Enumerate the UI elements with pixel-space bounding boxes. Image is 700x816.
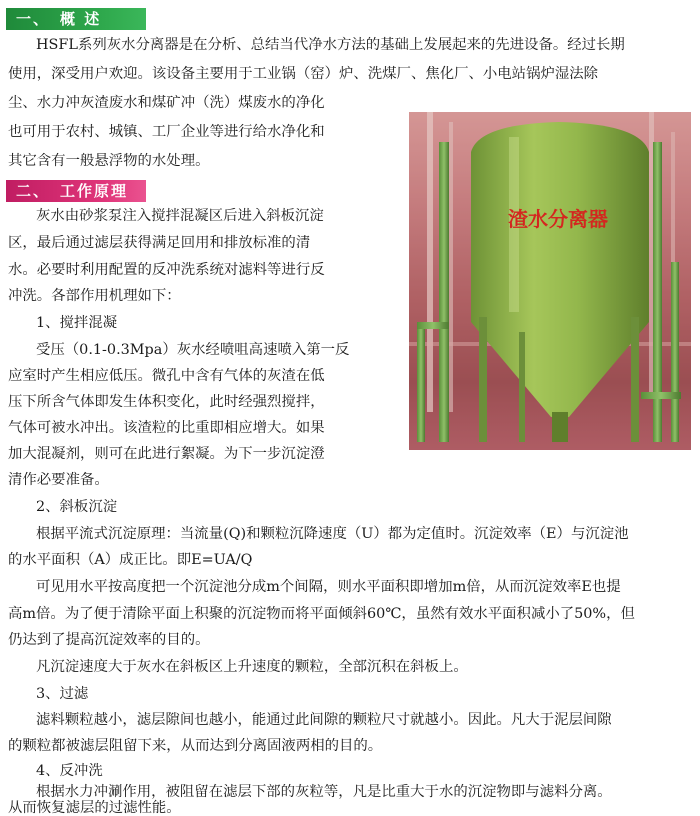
- section-heading-overview: [6, 8, 146, 30]
- settling-line: 仍达到了提高沉淀效率的目的。: [8, 632, 210, 648]
- overview-line: 尘、水力冲灰渣废水和煤矿冲（洗）煤废水的净化: [8, 95, 325, 111]
- overview-line: 也可用于农村、城镇、工厂企业等进行给水净化和: [8, 124, 325, 140]
- overview-line: HSFL系列灰水分离器是在分析、总结当代净水方法的基础上发展起来的先进设备。经过长期: [36, 37, 625, 53]
- subsection-title-backwash: 4、反冲洗: [36, 763, 103, 779]
- settling-line: 可见用水平按高度把一个沉淀池分成m个间隔，则水平面积即增加m倍，从而沉淀效率E也提: [36, 579, 621, 595]
- mixing-line: 加大混凝剂，则可在此进行絮凝。为下一步沉淀澄: [8, 446, 325, 462]
- section-number: 一、: [16, 10, 51, 28]
- settling-line: 高m倍。为了便于清除平面上积聚的沉淀物而将平面倾斜60℃，虽然有效水平面积减小了50%，但: [8, 606, 635, 622]
- principle-intro-line: 灰水由砂浆泵注入搅拌混凝区后进入斜板沉淀: [36, 208, 324, 224]
- principle-intro-line: 水。必要时利用配置的反冲洗系统对滤料等进行反: [8, 262, 325, 278]
- filtering-line: 滤料颗粒越小，滤层隙间也越小，能通过此间隙的颗粒尺寸就越小。因此。凡大于泥层间隙: [36, 712, 612, 728]
- overview-line: 使用，深受用户欢迎。该设备主要用于工业锅（窑）炉、洗煤厂、焦化厂、小电站锅炉湿法除: [8, 66, 599, 82]
- subsection-title-settling: 2、斜板沉淀: [36, 499, 118, 515]
- separator-tank-illustration: [409, 112, 691, 450]
- section-title: 概 述: [60, 10, 102, 28]
- section-title: 工作原理: [60, 182, 129, 200]
- backwash-line: 根据水力冲涮作用，被阻留在滤层下部的灰粒等，凡是比重大于水的沉淀物即与滤料分离。: [36, 784, 612, 800]
- mixing-line: 压下所含气体即发生体积变化，此时经强烈搅拌，: [8, 394, 325, 410]
- overview-line: 其它含有一般悬浮物的水处理。: [8, 153, 210, 169]
- settling-line: 根据平流式沉淀原理：当流量(Q)和颗粒沉降速度（U）都为定值时。沉淀效率（E）与沉淀池: [36, 526, 629, 542]
- mixing-line: 受压（0.1-0.3Mpa）灰水经喷咀高速喷入第一反: [36, 342, 350, 358]
- product-photo: [409, 112, 691, 450]
- settling-line: 凡沉淀速度大于灰水在斜板区上升速度的颗粒，全部沉积在斜板上。: [36, 659, 468, 675]
- principle-intro-line: 冲洗。各部作用机理如下：: [8, 288, 181, 304]
- section-number: 二、: [16, 182, 51, 200]
- settling-line: 的水平面积（A）成正比。即E=UA/Q: [8, 552, 253, 568]
- tank-label: 渣水分离器: [508, 207, 608, 231]
- principle-intro-line: 区，最后通过滤层获得满足回用和排放标准的清: [8, 235, 311, 251]
- filtering-line: 的颗粒都被滤层阻留下来，从而达到分离固液两相的目的。: [8, 738, 383, 754]
- mixing-line: 气体可被水冲出。该渣粒的比重即相应增大。如果: [8, 420, 325, 436]
- mixing-line: 应室时产生相应低压。微孔中含有气体的灰渣在低: [8, 368, 325, 384]
- subsection-title-filtering: 3、过滤: [36, 686, 89, 702]
- subsection-title-mixing: 1、搅拌混凝: [36, 315, 118, 331]
- mixing-line: 清作必要准备。: [8, 472, 109, 488]
- section-heading-principle: [6, 180, 146, 202]
- backwash-line: 从而恢复滤层的过滤性能。: [8, 800, 181, 816]
